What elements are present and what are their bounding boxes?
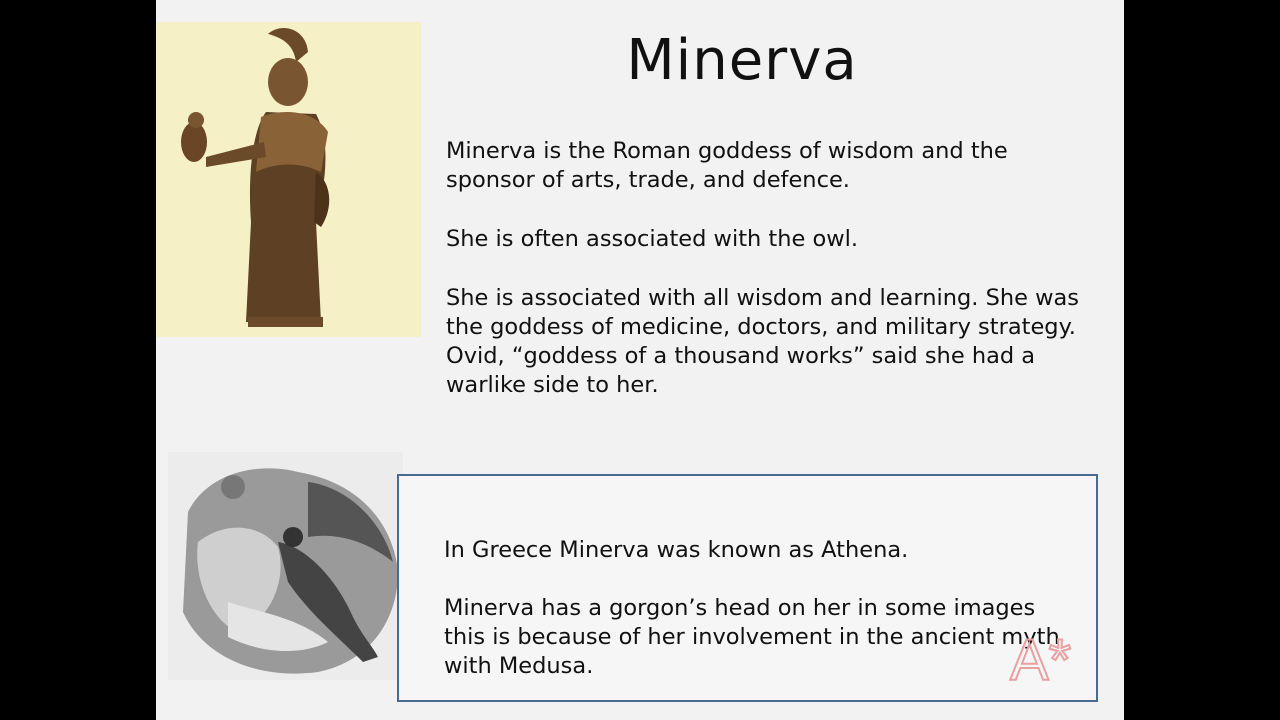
intro-paragraph: Minerva is the Roman goddess of wisdom and the sponsor of arts, trade, and defence. <box>446 138 1008 193</box>
slide <box>156 0 1124 720</box>
engraving-illustration <box>168 452 403 680</box>
logo-text: A* <box>1010 628 1072 686</box>
minerva-engraving-image <box>168 452 403 680</box>
owl-paragraph: She is often associated with the owl. <box>446 226 859 252</box>
athena-info-box <box>397 474 1098 702</box>
a-star-logo <box>1006 622 1092 686</box>
gorgon-paragraph: Minerva has a gorgon’s head on her in some images this is because of her involvement in the ancient myth with Medusa. <box>444 595 1060 679</box>
slide-title: Minerva <box>626 28 858 93</box>
athena-paragraph: In Greece Minerva was known as Athena. <box>444 537 909 563</box>
wisdom-paragraph: She is associated with all wisdom and learning. She was the goddess of medicine, doctors, and military strategy. Ovid, “goddess of a thousand works” said she had a warlike side to her. <box>446 285 1080 398</box>
